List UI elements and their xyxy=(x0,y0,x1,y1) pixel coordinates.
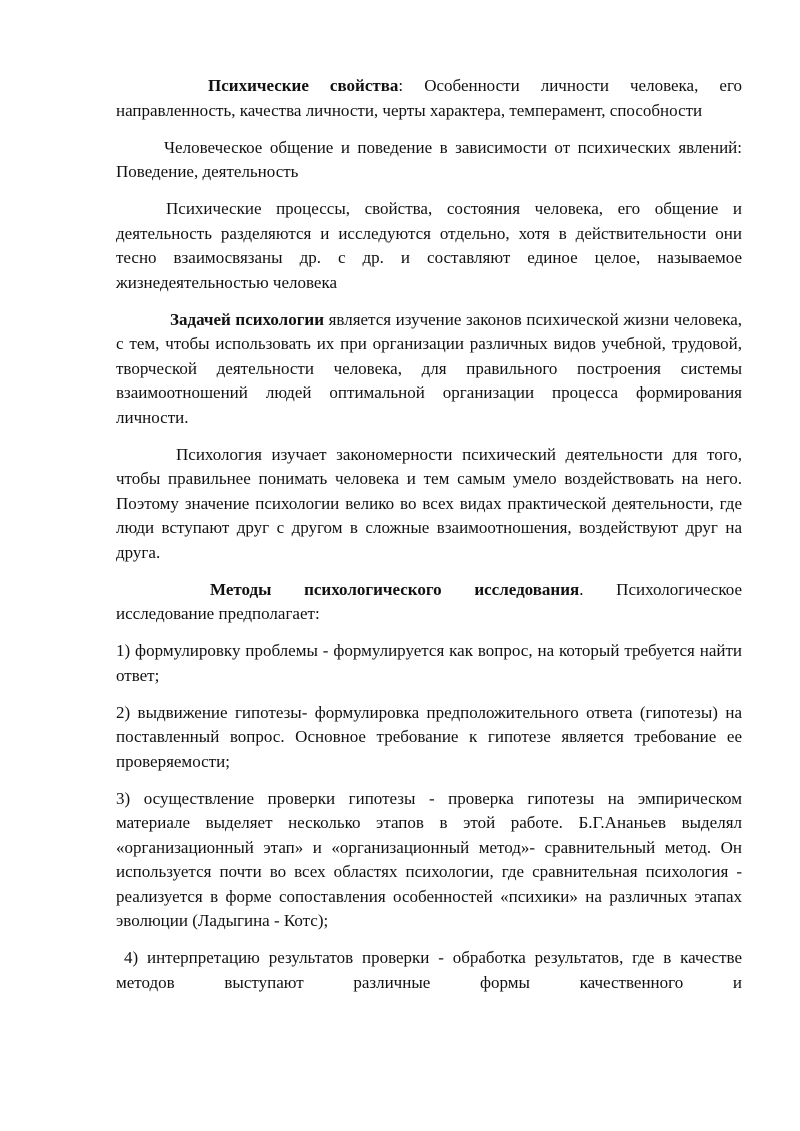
paragraph-text: Психические процессы, свойства, состояния человека, его общение и деятельность разделяются и исследуются отдельно, хотя в действительности они тесно взаимосвязаны др. с др. и составляют единое целое, называемое жизнедеятельностью человека xyxy=(116,199,742,292)
paragraph-text: Психология изучает закономерности психический деятельности для того, чтобы правильнее понимать человека и тем самым умело воздействовать на него. Поэтому значение психологии велико во всех видах практической деятельности, где люди вступают друг с другом в сложные взаимоотношения, воздействуют друг на друга. xyxy=(116,444,742,562)
paragraph-research-methods xyxy=(116,578,742,627)
paragraph-text: : Особенности личности человека, его направленность, качества личности, черты характера, темперамент, способности xyxy=(116,76,742,120)
paragraph-text: 1) формулировку проблемы - формулируется как вопрос, на который требуется найти ответ; xyxy=(116,641,742,685)
list-item-4 xyxy=(116,946,742,995)
term-research-methods: Методы психологического исследования xyxy=(210,579,580,599)
term-psychic-properties: Психические свойства xyxy=(208,76,399,95)
paragraph-text: является изучение законов психической жизни человека, с тем, чтобы использовать их при организации различных видов учебной, трудовой, творческой деятельности человека, для правильного построения системы взаимоотношений людей оптимальной организации процесса формирования личности. xyxy=(116,309,743,427)
document-body xyxy=(116,74,742,1008)
paragraph-text: Человеческое общение и поведение в зависимости от психических явлений: Поведение, деятельность xyxy=(116,137,742,181)
paragraph-psychic-processes xyxy=(116,197,742,295)
paragraph-text: 2) выдвижение гипотезы- формулировка предположительного ответа (гипотезы) на поставленный вопрос. Основное требование к гипотезе является требование ее проверяемости; xyxy=(116,702,742,771)
paragraph-psychology-tasks xyxy=(116,308,742,431)
paragraph-psychic-properties xyxy=(116,74,742,123)
paragraph-text: . Психологическое исследование предполагает: xyxy=(116,579,742,623)
term-psychology-tasks: Задачей психологии xyxy=(170,309,325,329)
paragraph-psychology-studies xyxy=(116,443,742,566)
paragraph-text: 4) интерпретацию результатов проверки - обработка результатов, где в качестве методов выступают различные формы качественного и xyxy=(116,948,742,992)
list-item-1 xyxy=(116,639,742,688)
paragraph-text: 3) осуществление проверки гипотезы - проверка гипотезы на эмпирическом материале выделяет несколько этапов в этой работе. Б.Г.Ананьев выделял «организационный этап» и «организационный метод»- сравнительный метод. Он используется почти во всех областях психологии, где сравнительная психология - реализуется в форме сопоставления особенностей «психики» на различных этапах эволюции (Ладыгина - Котс); xyxy=(116,788,742,930)
list-item-3 xyxy=(116,787,742,934)
paragraph-communication-behavior xyxy=(116,136,742,185)
list-item-2 xyxy=(116,701,742,775)
